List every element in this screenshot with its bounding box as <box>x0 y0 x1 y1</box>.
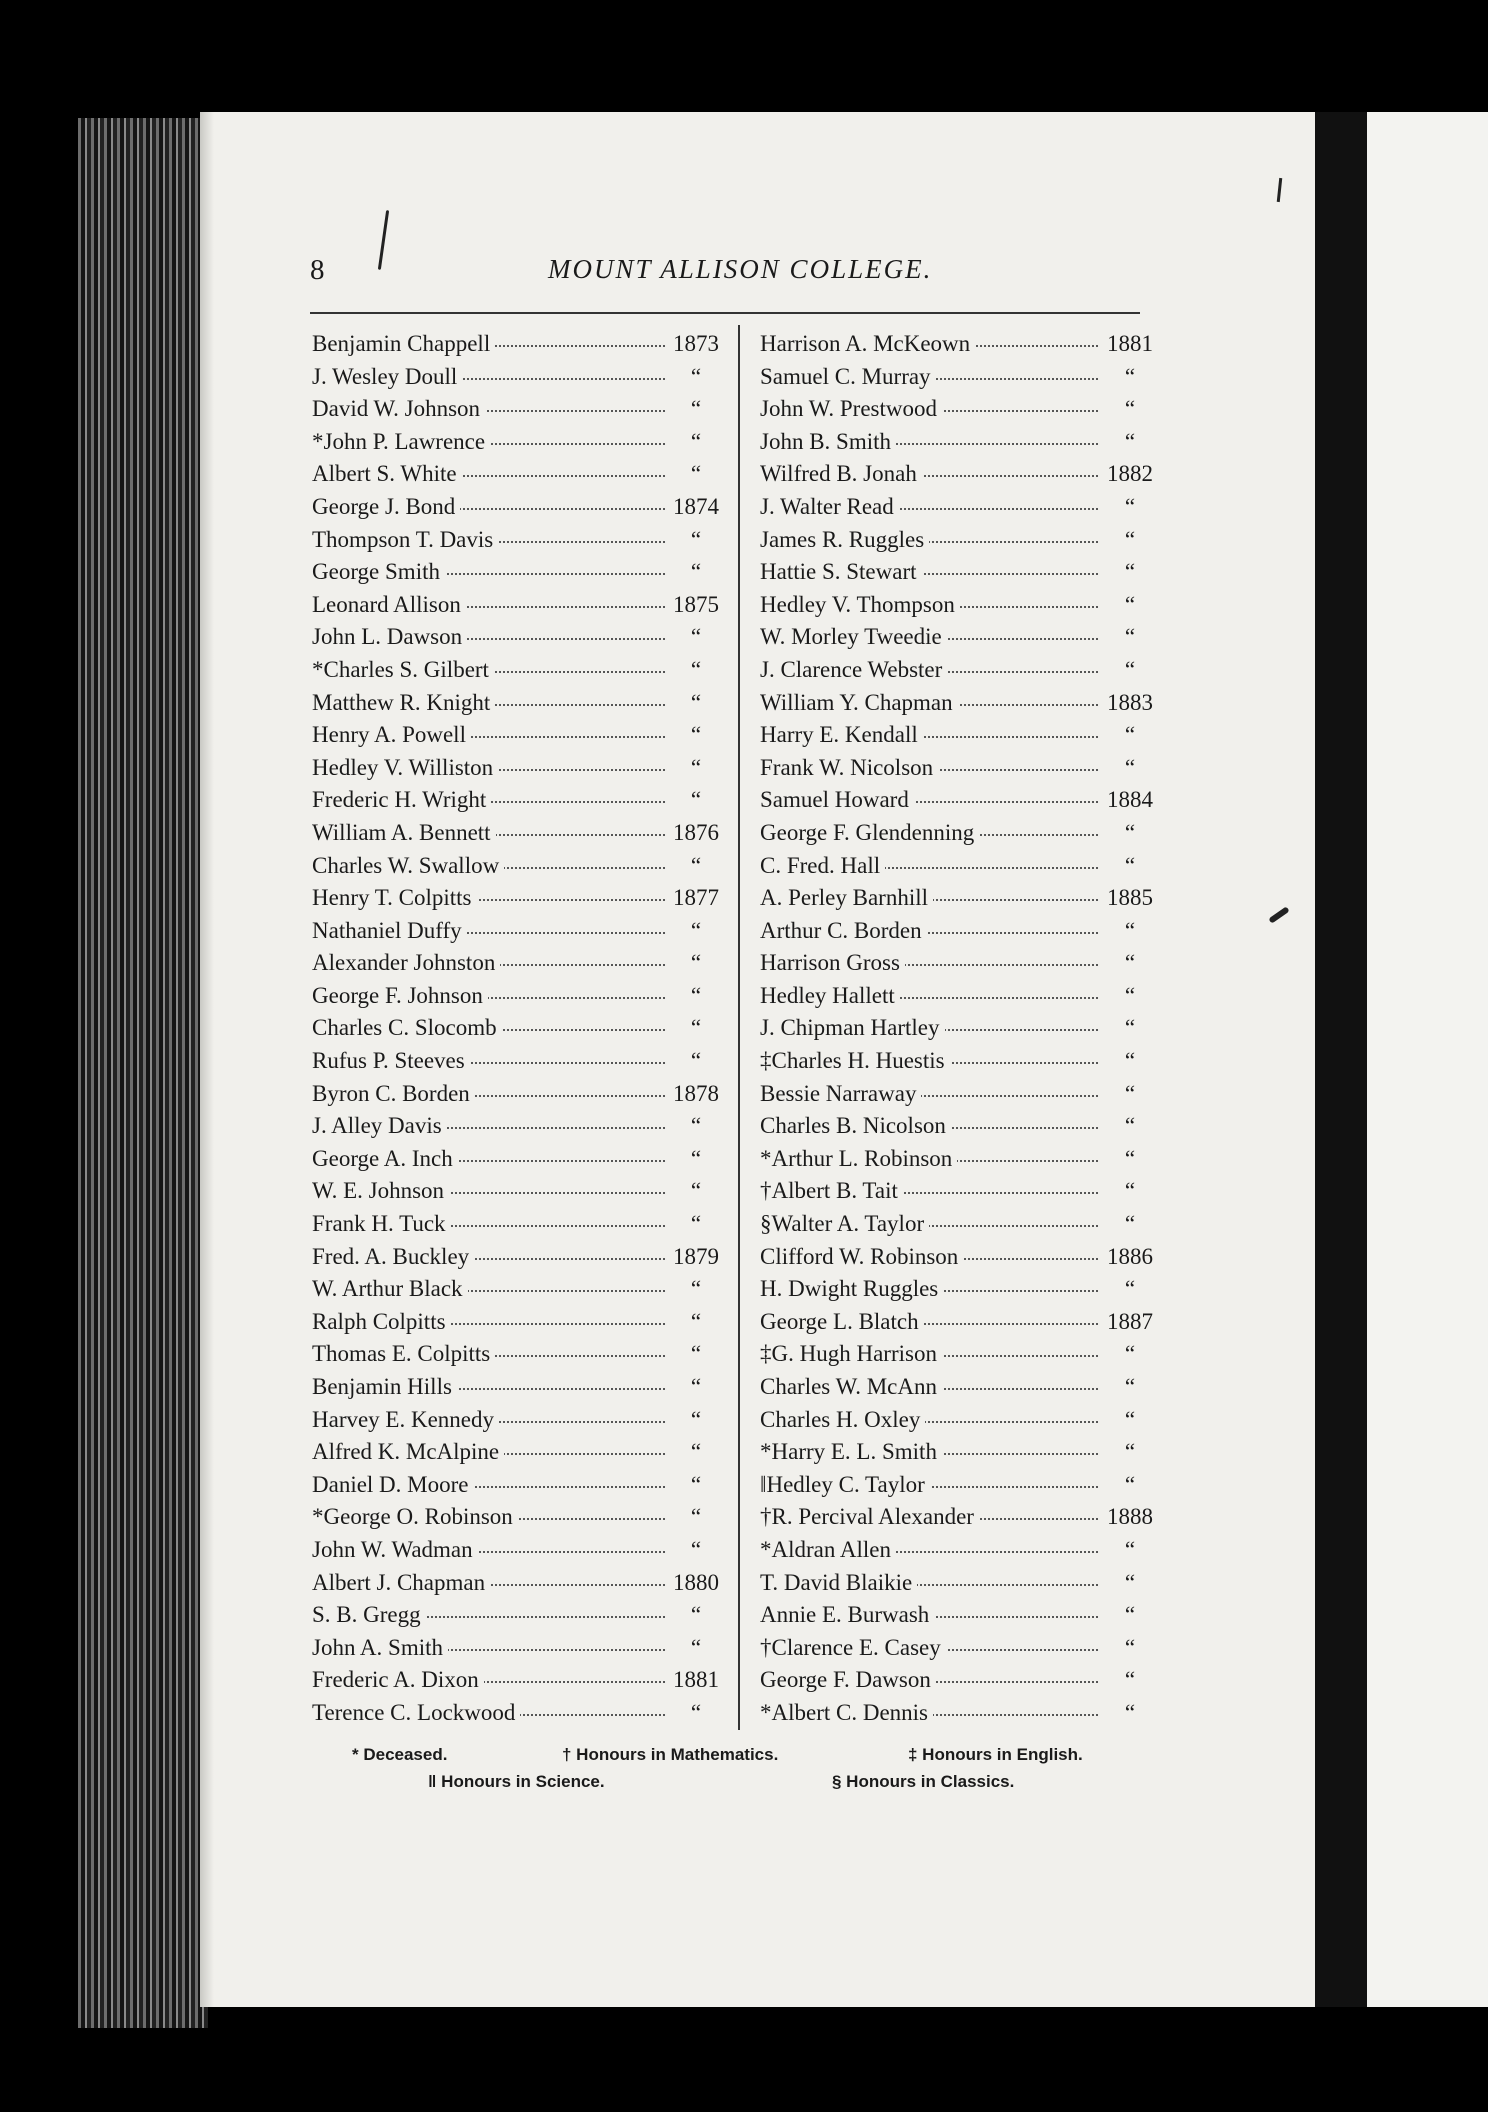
graduation-year: “ <box>1100 589 1160 622</box>
graduate-name: Daniel D. Moore <box>312 1469 474 1502</box>
list-item <box>760 1143 1160 1176</box>
graduation-year: “ <box>1100 915 1160 948</box>
graduate-name: David W. Johnson <box>312 393 485 426</box>
graduation-year: 1878 <box>666 1078 726 1111</box>
graduation-year: “ <box>666 719 726 752</box>
graduate-name: §Walter A. Taylor <box>760 1208 929 1241</box>
list-item <box>312 328 726 361</box>
graduate-name: W. Morley Tweedie <box>760 621 947 654</box>
graduate-name: Charles W. Swallow <box>312 850 504 883</box>
graduate-name: Arthur C. Borden <box>760 915 927 948</box>
graduation-year: 1886 <box>1100 1241 1160 1274</box>
graduate-name: George F. Dawson <box>760 1664 936 1697</box>
list-item <box>760 1338 1160 1371</box>
left-column <box>312 328 726 1730</box>
list-item <box>312 1175 726 1208</box>
graduate-name: Henry A. Powell <box>312 719 471 752</box>
graduation-year: “ <box>1100 361 1160 394</box>
graduate-name: Leonard Allison <box>312 589 466 622</box>
list-item <box>312 1469 726 1502</box>
graduation-year: “ <box>666 1110 726 1143</box>
list-item <box>760 1534 1160 1567</box>
graduation-year: “ <box>666 1599 726 1632</box>
graduation-year: “ <box>666 687 726 720</box>
list-item <box>760 1045 1160 1078</box>
list-item <box>312 1078 726 1111</box>
graduate-name: T. David Blaikie <box>760 1567 917 1600</box>
list-item <box>760 524 1160 557</box>
graduate-name: *Charles S. Gilbert <box>312 654 494 687</box>
graduate-name: †Albert B. Tait <box>760 1175 903 1208</box>
graduation-year: “ <box>666 947 726 980</box>
list-item <box>312 980 726 1013</box>
graduation-year: “ <box>1100 947 1160 980</box>
graduation-year: “ <box>666 393 726 426</box>
graduate-name: John W. Prestwood <box>760 393 942 426</box>
graduation-year: “ <box>1100 426 1160 459</box>
list-item <box>760 1306 1160 1339</box>
graduate-name: Charles H. Oxley <box>760 1404 925 1437</box>
list-item <box>760 1404 1160 1437</box>
list-item <box>312 1045 726 1078</box>
graduation-year: “ <box>1100 1208 1160 1241</box>
list-item <box>312 393 726 426</box>
list-item <box>312 719 726 752</box>
graduation-year: “ <box>666 524 726 557</box>
list-item <box>312 621 726 654</box>
list-item <box>760 947 1160 980</box>
graduation-year: “ <box>1100 1338 1160 1371</box>
graduation-year: “ <box>1100 752 1160 785</box>
graduation-year: “ <box>1100 1012 1160 1045</box>
graduation-year: “ <box>1100 654 1160 687</box>
list-item <box>760 752 1160 785</box>
graduation-year: “ <box>1100 524 1160 557</box>
graduation-year: “ <box>666 1469 726 1502</box>
graduation-year: “ <box>1100 1110 1160 1143</box>
graduation-year: “ <box>1100 1273 1160 1306</box>
graduation-year: “ <box>1100 1371 1160 1404</box>
list-item <box>312 850 726 883</box>
list-item <box>312 752 726 785</box>
graduate-name: C. Fred. Hall <box>760 850 885 883</box>
graduation-year: “ <box>666 458 726 491</box>
list-item <box>760 784 1160 817</box>
graduation-year: “ <box>1100 719 1160 752</box>
graduation-year: “ <box>1100 1078 1160 1111</box>
graduation-year: “ <box>1100 850 1160 883</box>
graduate-name: James R. Ruggles <box>760 524 929 557</box>
graduation-year: “ <box>1100 980 1160 1013</box>
graduate-name: ‖Hedley C. Taylor <box>760 1469 930 1502</box>
header-rule <box>310 312 1140 314</box>
graduation-year: “ <box>1100 1534 1160 1567</box>
graduation-year: 1881 <box>1100 328 1160 361</box>
list-item <box>760 687 1160 720</box>
graduation-year: 1884 <box>1100 784 1160 817</box>
graduation-year: “ <box>1100 1632 1160 1665</box>
list-item <box>760 1664 1160 1697</box>
footnote-classics: § Honours in Classics. <box>832 1772 1015 1791</box>
graduate-name: Harry E. Kendall <box>760 719 923 752</box>
graduate-name: *John P. Lawrence <box>312 426 490 459</box>
graduation-year: “ <box>1100 556 1160 589</box>
page-title: MOUNT ALLISON COLLEGE. <box>548 254 933 284</box>
graduation-year: “ <box>666 654 726 687</box>
graduation-year: “ <box>666 1175 726 1208</box>
graduation-year: 1887 <box>1100 1306 1160 1339</box>
graduation-year: 1881 <box>666 1664 726 1697</box>
list-item <box>760 1436 1160 1469</box>
graduate-name: Albert S. White <box>312 458 462 491</box>
graduation-year: “ <box>666 361 726 394</box>
graduate-name: John B. Smith <box>760 426 896 459</box>
graduate-name: Hedley Hallett <box>760 980 900 1013</box>
graduation-year: 1880 <box>666 1567 726 1600</box>
graduation-year: “ <box>666 1012 726 1045</box>
graduate-name: J. Clarence Webster <box>760 654 947 687</box>
list-item <box>312 1404 726 1437</box>
list-item <box>760 1567 1160 1600</box>
graduation-year: “ <box>1100 817 1160 850</box>
graduate-name: W. Arthur Black <box>312 1273 468 1306</box>
list-item <box>312 1241 726 1274</box>
list-item <box>312 361 726 394</box>
graduate-name: Annie E. Burwash <box>760 1599 934 1632</box>
graduate-name: Harvey E. Kennedy <box>312 1404 499 1437</box>
list-item <box>760 589 1160 622</box>
graduation-year: 1877 <box>666 882 726 915</box>
graduation-year: “ <box>666 1338 726 1371</box>
graduate-name: Benjamin Chappell <box>312 328 495 361</box>
list-item <box>760 1469 1160 1502</box>
graduate-name: †Clarence E. Casey <box>760 1632 946 1665</box>
graduate-name: Charles B. Nicolson <box>760 1110 951 1143</box>
list-item <box>312 1338 726 1371</box>
list-item <box>312 1273 726 1306</box>
footnote-mathematics: † Honours in Mathematics. <box>562 1745 779 1764</box>
list-item <box>312 1501 726 1534</box>
page-number: 8 <box>310 254 325 286</box>
graduation-year: “ <box>666 1306 726 1339</box>
graduate-name: Nathaniel Duffy <box>312 915 467 948</box>
graduate-name: John A. Smith <box>312 1632 448 1665</box>
graduation-year: 1883 <box>1100 687 1160 720</box>
graduation-year: 1879 <box>666 1241 726 1274</box>
list-item <box>760 915 1160 948</box>
graduate-name: John L. Dawson <box>312 621 467 654</box>
graduation-year: “ <box>666 1371 726 1404</box>
list-item <box>760 361 1160 394</box>
list-item <box>312 1697 726 1730</box>
list-item <box>760 1273 1160 1306</box>
list-item <box>760 1697 1160 1730</box>
list-item <box>312 654 726 687</box>
list-item <box>760 882 1160 915</box>
list-item <box>760 621 1160 654</box>
graduation-year: “ <box>1100 1469 1160 1502</box>
graduation-year: “ <box>666 752 726 785</box>
graduation-year: “ <box>1100 1143 1160 1176</box>
list-item <box>312 524 726 557</box>
list-item <box>760 328 1160 361</box>
graduate-name: Henry T. Colpitts <box>312 882 477 915</box>
gutter-shade <box>200 112 214 2007</box>
graduate-name: Alexander Johnston <box>312 947 500 980</box>
list-item <box>312 1534 726 1567</box>
graduate-name: Wilfred B. Jonah <box>760 458 922 491</box>
graduate-name: Charles C. Slocomb <box>312 1012 502 1045</box>
graduation-year: “ <box>666 621 726 654</box>
graduate-name: J. Chipman Hartley <box>760 1012 945 1045</box>
page-header <box>310 250 1160 290</box>
graduate-name: ‡Charles H. Huestis <box>760 1045 950 1078</box>
list-item <box>312 947 726 980</box>
graduate-name: Samuel Howard <box>760 784 914 817</box>
graduation-year: “ <box>666 1143 726 1176</box>
graduate-name: Matthew R. Knight <box>312 687 495 720</box>
graduation-year: “ <box>1100 1567 1160 1600</box>
graduate-name: Rufus P. Steeves <box>312 1045 470 1078</box>
graduation-year: “ <box>1100 1436 1160 1469</box>
list-item <box>312 1664 726 1697</box>
graduate-name: Byron C. Borden <box>312 1078 475 1111</box>
graduate-name: George F. Glendenning <box>760 817 979 850</box>
list-item <box>760 719 1160 752</box>
list-item <box>312 1436 726 1469</box>
graduate-name: Benjamin Hills <box>312 1371 457 1404</box>
list-item <box>312 1012 726 1045</box>
list-item <box>312 426 726 459</box>
graduate-name: Harrison A. McKeown <box>760 328 975 361</box>
graduate-name: Harrison Gross <box>760 947 905 980</box>
graduation-year: “ <box>1100 1697 1160 1730</box>
list-item <box>760 654 1160 687</box>
list-item <box>760 1599 1160 1632</box>
graduation-year: 1875 <box>666 589 726 622</box>
column-divider <box>738 325 740 1730</box>
graduation-year: “ <box>1100 1175 1160 1208</box>
graduation-year: “ <box>666 980 726 1013</box>
list-item <box>760 1632 1160 1665</box>
graduate-name: Bessie Narraway <box>760 1078 921 1111</box>
list-item <box>312 1599 726 1632</box>
footnote-deceased: * Deceased. <box>352 1745 448 1764</box>
graduate-name: Frank H. Tuck <box>312 1208 451 1241</box>
list-item <box>760 426 1160 459</box>
list-item <box>312 556 726 589</box>
graduate-name: J. Walter Read <box>760 491 899 524</box>
graduation-year: “ <box>666 1632 726 1665</box>
graduation-year: “ <box>1100 393 1160 426</box>
list-item <box>760 1371 1160 1404</box>
graduate-name: Hedley V. Thompson <box>760 589 960 622</box>
list-item <box>312 915 726 948</box>
list-item <box>312 458 726 491</box>
graduate-name: Frederic A. Dixon <box>312 1664 484 1697</box>
list-item <box>760 491 1160 524</box>
list-item <box>760 1012 1160 1045</box>
footnote-english: ‡ Honours in English. <box>908 1745 1083 1764</box>
list-item <box>312 882 726 915</box>
graduation-year: 1882 <box>1100 458 1160 491</box>
graduate-name: George A. Inch <box>312 1143 458 1176</box>
graduation-year: “ <box>666 556 726 589</box>
graduation-year: “ <box>666 1534 726 1567</box>
graduate-name: Frederic H. Wright <box>312 784 491 817</box>
list-item <box>760 393 1160 426</box>
graduate-name: George L. Blatch <box>760 1306 924 1339</box>
graduate-name: †R. Percival Alexander <box>760 1501 979 1534</box>
graduate-name: Hedley V. Williston <box>312 752 498 785</box>
graduation-year: “ <box>666 850 726 883</box>
graduate-name: S. B. Gregg <box>312 1599 426 1632</box>
graduate-name: Albert J. Chapman <box>312 1567 490 1600</box>
graduate-name: John W. Wadman <box>312 1534 478 1567</box>
graduate-name: George F. Johnson <box>312 980 488 1013</box>
graduate-name: Hattie S. Stewart <box>760 556 922 589</box>
graduation-year: “ <box>1100 1404 1160 1437</box>
list-item <box>312 589 726 622</box>
graduate-name: Clifford W. Robinson <box>760 1241 963 1274</box>
graduate-name: Frank W. Nicolson <box>760 752 938 785</box>
graduation-year: “ <box>666 1273 726 1306</box>
list-item <box>760 1110 1160 1143</box>
graduate-name: William Y. Chapman <box>760 687 958 720</box>
graduate-name: ‡G. Hugh Harrison <box>760 1338 942 1371</box>
graduation-year: “ <box>1100 1045 1160 1078</box>
graduate-name: Alfred K. McAlpine <box>312 1436 504 1469</box>
graduate-name: Terence C. Lockwood <box>312 1697 520 1730</box>
list-item <box>312 491 726 524</box>
graduate-name: *Arthur L. Robinson <box>760 1143 957 1176</box>
graduation-year: “ <box>666 1436 726 1469</box>
list-item <box>312 1371 726 1404</box>
graduate-name: J. Alley Davis <box>312 1110 447 1143</box>
graduation-year: 1885 <box>1100 882 1160 915</box>
list-item <box>312 1110 726 1143</box>
list-item <box>760 1241 1160 1274</box>
graduate-name: H. Dwight Ruggles <box>760 1273 943 1306</box>
graduate-name: Ralph Colpitts <box>312 1306 451 1339</box>
graduate-name: *Harry E. L. Smith <box>760 1436 942 1469</box>
list-item <box>312 1567 726 1600</box>
footnote-science: ‖ Honours in Science. <box>428 1772 605 1791</box>
list-item <box>760 458 1160 491</box>
page-right-border <box>1315 112 1367 2007</box>
graduate-name: *Aldran Allen <box>760 1534 896 1567</box>
graduate-name: George Smith <box>312 556 445 589</box>
graduate-name: Samuel C. Murray <box>760 361 936 394</box>
graduation-year: 1874 <box>666 491 726 524</box>
list-item <box>312 1306 726 1339</box>
graduation-year: “ <box>666 915 726 948</box>
graduation-year: “ <box>666 1697 726 1730</box>
list-item <box>760 850 1160 883</box>
list-item <box>312 784 726 817</box>
graduate-name: A. Perley Barnhill <box>760 882 933 915</box>
list-item <box>760 980 1160 1013</box>
graduation-year: “ <box>666 1501 726 1534</box>
graduation-year: 1888 <box>1100 1501 1160 1534</box>
graduate-name: Charles W. McAnn <box>760 1371 942 1404</box>
graduation-year: “ <box>1100 1664 1160 1697</box>
graduation-year: “ <box>1100 491 1160 524</box>
graduation-year: “ <box>666 1404 726 1437</box>
graduation-year: 1876 <box>666 817 726 850</box>
list-item <box>760 1501 1160 1534</box>
list-item <box>760 817 1160 850</box>
list-item <box>760 1208 1160 1241</box>
graduate-name: William A. Bennett <box>312 817 496 850</box>
graduation-year: “ <box>1100 621 1160 654</box>
graduation-year: “ <box>666 1045 726 1078</box>
graduation-year: “ <box>1100 1599 1160 1632</box>
list-item <box>312 687 726 720</box>
graduation-year: “ <box>666 784 726 817</box>
graduate-name: *George O. Robinson <box>312 1501 518 1534</box>
graduate-name: Thompson T. Davis <box>312 524 498 557</box>
graduation-year: “ <box>666 426 726 459</box>
list-item <box>760 1175 1160 1208</box>
graduate-name: J. Wesley Doull <box>312 361 462 394</box>
graduate-name: Thomas E. Colpitts <box>312 1338 495 1371</box>
graduate-name: George J. Bond <box>312 491 460 524</box>
right-column <box>760 328 1160 1730</box>
graduate-name: W. E. Johnson <box>312 1175 449 1208</box>
page-edges <box>78 118 208 2028</box>
list-item <box>312 1208 726 1241</box>
list-item <box>312 1143 726 1176</box>
list-item <box>312 1632 726 1665</box>
graduate-name: *Albert C. Dennis <box>760 1697 933 1730</box>
list-item <box>312 817 726 850</box>
graduation-year: 1873 <box>666 328 726 361</box>
graduation-year: “ <box>666 1208 726 1241</box>
next-page-sliver <box>1367 112 1488 2007</box>
list-item <box>760 556 1160 589</box>
list-item <box>760 1078 1160 1111</box>
graduate-name: Fred. A. Buckley <box>312 1241 474 1274</box>
